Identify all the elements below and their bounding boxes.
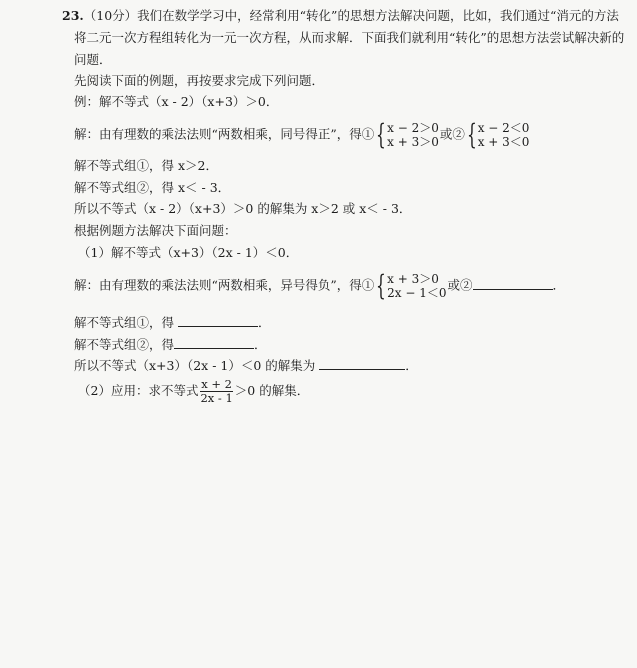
problem-intro-line-1 (62, 8, 619, 24)
part1-fill-2-blank[interactable] (174, 336, 254, 349)
example-step-1: 解不等式组①，得 x＞2． (74, 158, 218, 173)
part1-solution-prefix: 解：由有理数的乘法法则“两数相乘，异号得负”，得① (74, 277, 375, 293)
problem-intro-line-2: 将二元一次方程组转化为一元一次方程，从而求解．下面我们就利用“转化”的思想方法尝试解决新的 (74, 30, 625, 45)
part1-fill-3-blank[interactable] (319, 357, 405, 370)
part2-question (78, 378, 309, 405)
instruction-line: 先阅读下面的例题，再按要求完成下列问题． (74, 73, 325, 88)
problem-number: 23. (62, 8, 84, 23)
example-solution-prefix: 解：由有理数的乘法法则“两数相乘，同号得正”，得① (74, 126, 375, 142)
part1-fill-2 (74, 336, 267, 353)
part1-fill-2-period: ． (254, 337, 267, 352)
example-conclusion: 所以不等式（x - 2）（x+3）＞0 的解集为 x＞2 或 x＜ - 3． (74, 201, 412, 216)
part2-suffix: ＞0 的解集． (234, 383, 310, 398)
part1-system-1-row-2: 2x − 1＜0 (387, 286, 447, 300)
part1-system-1: { x + 3＞0 2x − 1＜0 (376, 269, 447, 302)
problem-intro-line-3: 问题． (74, 52, 112, 67)
part1-fill-1-blank[interactable] (178, 314, 258, 327)
example-system-1-row-2: x + 3＞0 (387, 135, 439, 149)
part1-fill-1-period: ． (258, 315, 271, 330)
part1-fill-3-label: 所以不等式（x+3）（2x - 1）＜0 的解集为 (74, 358, 316, 373)
part1-fill-1 (74, 314, 271, 331)
example-system-2: { x − 2＜0 x + 3＜0 (466, 118, 530, 151)
part1-fill-3-period: ． (405, 358, 418, 373)
example-system-1: { x − 2＞0 x + 3＞0 (376, 118, 439, 151)
example-solution-line (74, 118, 530, 151)
example-or-label: 或② (439, 126, 465, 142)
part1-solution-period: ． (552, 277, 566, 293)
part1-solution-line (74, 269, 566, 302)
example-system-2-row-1: x − 2＜0 (477, 121, 530, 135)
part2-fraction-numerator: x + 2 (201, 377, 232, 391)
part1-system-1-row-1: x + 3＞0 (387, 272, 439, 286)
problem-intro-text-1: 我们在数学学习中，经常利用“转化”的思想方法解决问题，比如，我们通过“消元的方法 (137, 8, 619, 23)
example-system-1-row-1: x − 2＞0 (387, 121, 439, 135)
example-step-2: 解不等式组②，得 x＜ - 3． (74, 180, 231, 195)
part1-lead: 根据例题方法解决下面问题： (74, 223, 237, 238)
part2-fraction-denominator: 2x - 1 (200, 391, 233, 405)
part1-fill-2-label: 解不等式组②，得 (74, 337, 175, 352)
example-system-2-row-2: x + 3＜0 (477, 135, 530, 149)
example-statement: 例：解不等式（x - 2）（x+3）＞0． (74, 94, 279, 109)
problem-points: （10分） (83, 8, 138, 23)
part1-question: （1）解不等式（x+3）（2x - 1）＜0． (78, 245, 299, 260)
part1-system-2-blank[interactable] (473, 277, 553, 290)
part1-or-label: 或② (447, 277, 473, 293)
part1-fill-1-label: 解不等式组①，得 (74, 315, 175, 330)
part2-prefix: （2）应用：求不等式 (78, 383, 199, 398)
part2-fraction (199, 378, 233, 405)
part1-fill-3 (74, 357, 418, 374)
